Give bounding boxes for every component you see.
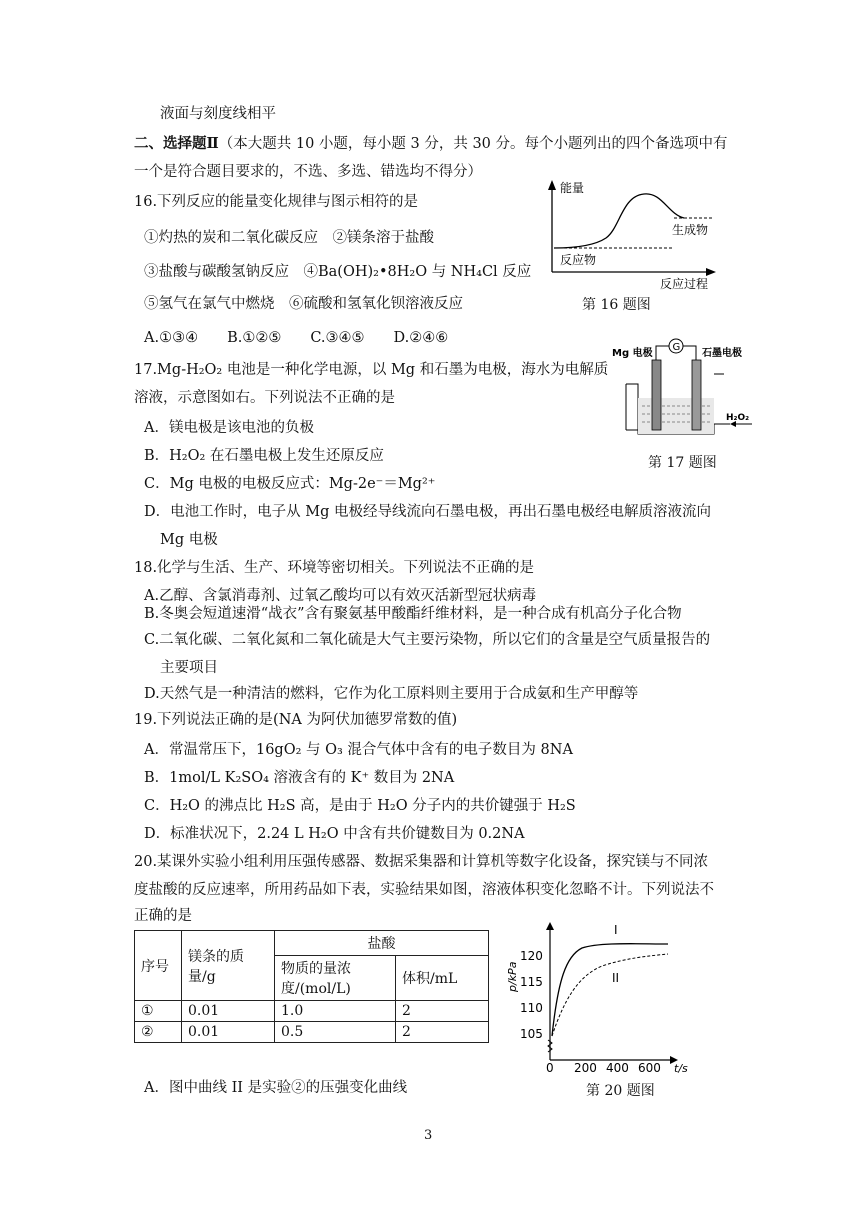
header-volume: 体积/mL <box>396 956 489 1001</box>
x-tick-label: 400 <box>606 1061 629 1075</box>
x-axis-label: t/s <box>674 1062 688 1075</box>
row-concentration: 1.0 <box>275 1001 396 1022</box>
q19-stem: 19.下列说法正确的是(NA 为阿伏加德罗常数的值) <box>134 712 458 728</box>
q17-stem-1: 17.Mg-H₂O₂ 电池是一种化学电源，以 Mg 和石墨为电极，海水为电解质 <box>134 362 609 378</box>
table-header-row <box>135 931 489 956</box>
q16-options: A.①③④ B.①②⑤ C.③④⑤ D.②④⑥ <box>144 330 449 346</box>
y-tick-label: 115 <box>520 975 543 989</box>
q16-items-2: ③盐酸与碳酸氢钠反应 ④Ba(OH)₂•8H₂O 与 NH₄Cl 反应 <box>144 264 532 280</box>
q18-option-c-2: 主要项目 <box>160 660 218 676</box>
row-concentration: 0.5 <box>275 1022 396 1043</box>
y-tick-label: 105 <box>520 1027 543 1041</box>
curve-ii <box>552 954 668 1036</box>
figure-20-caption: 第 20 题图 <box>586 1083 655 1099</box>
y-axis-label: p/kPa <box>506 961 519 992</box>
energy-diagram-svg <box>544 176 724 296</box>
table-row <box>135 1001 489 1022</box>
pressure-chart-svg <box>508 920 704 1076</box>
curve-i-label: I <box>614 923 618 937</box>
page-number: 3 <box>424 1128 433 1143</box>
curve-i <box>552 944 668 1036</box>
q17-option-d-1: D．电池工作时，电子从 Mg 电极经导线流向石墨电极，再出石墨电极经电解质溶液流向 <box>144 504 711 520</box>
header-no: 序号 <box>135 931 182 1001</box>
progress-axis-arrow <box>706 268 716 276</box>
q17-stem-2: 溶液，示意图如右。下列说法不正确的是 <box>134 390 395 406</box>
reactant-label: 反应物 <box>560 253 597 267</box>
q18-stem: 18.化学与生活、生产、环境等密切相关。下列说法不正确的是 <box>134 560 535 576</box>
x-tick-label: 0 <box>546 1061 554 1075</box>
h2o2-inlet-label: H₂O₂ <box>726 413 750 423</box>
galvanometer-label: G <box>672 342 681 353</box>
x-tick-label: 600 <box>638 1061 661 1075</box>
graphite-electrode <box>692 360 701 430</box>
x-ticks <box>546 1061 661 1075</box>
electrolyte-solution <box>638 398 714 434</box>
header-acid: 盐酸 <box>275 931 489 956</box>
section-instructions: （本大题共 10 小题，每小题 3 分，共 30 分。每个小题列出的四个备选项中有 <box>218 136 728 152</box>
q16-items-1: ①灼热的炭和二氧化碳反应 ②镁条溶于盐酸 <box>144 230 434 246</box>
q18-option-b: B.冬奥会短道速滑“战衣”含有聚氨基甲酸酯纤维材料，是一种合成有机高分子化合物 <box>144 606 682 622</box>
y-tick-label: 110 <box>520 1001 543 1015</box>
text-line: 液面与刻度线相平 <box>160 106 276 122</box>
q20-stem-3: 正确的是 <box>134 908 192 924</box>
header-concentration: 物质的量浓度/(mol/L) <box>275 956 396 1001</box>
figure-17-battery-diagram <box>608 334 758 444</box>
q19-option-a: A．常温常压下，16gO₂ 与 O₃ 混合气体中含有的电子数目为 8NA <box>144 742 573 758</box>
row-mass: 0.01 <box>182 1001 275 1022</box>
section-heading <box>134 134 728 154</box>
q18-option-d: D.天然气是一种清洁的燃料，它作为化工原料则主要用于合成氨和生产甲醇等 <box>144 686 639 702</box>
energy-curve <box>554 194 684 248</box>
q16-items-3: ⑤氢气在氯气中燃烧 ⑥硫酸和氢氧化钡溶液反应 <box>144 296 463 312</box>
row-mass: 0.01 <box>182 1022 275 1043</box>
q19-option-d: D．标准状况下，2.24 L H₂O 中含有共价键数目为 0.2NA <box>144 826 525 842</box>
q17-option-a: A．镁电极是该电池的负极 <box>144 420 314 436</box>
mg-electrode-label: Mg 电极 <box>612 348 653 359</box>
q20-option-a: A．图中曲线 II 是实验②的压强变化曲线 <box>144 1080 408 1096</box>
figure-16-energy-diagram <box>544 176 724 296</box>
mg-electrode <box>652 360 661 430</box>
curve-ii-label: II <box>612 971 620 985</box>
q18-option-c-1: C.二氧化碳、二氧化氮和二氧化硫是大气主要污染物，所以它们的含量是空气质量报告的 <box>144 632 711 648</box>
wire-left <box>656 346 669 360</box>
row-volume: 2 <box>396 1001 489 1022</box>
q19-option-b: B．1mol/L K₂SO₄ 溶液含有的 K⁺ 数目为 2NA <box>144 770 455 786</box>
energy-axis-arrow <box>548 180 556 190</box>
q17-option-c: C．Mg 电极的电极反应式：Mg-2e⁻＝Mg²⁺ <box>144 476 436 492</box>
header-mass: 镁条的质量/g <box>182 931 275 1001</box>
y-axis-arrow <box>546 922 554 930</box>
figure-20-pressure-chart <box>508 920 704 1076</box>
q20-stem-1: 20.某课外实验小组利用压强传感器、数据采集器和计算机等数字化设备，探究镁与不同浓 <box>134 854 709 870</box>
wire-right <box>683 346 696 360</box>
row-volume: 2 <box>396 1022 489 1043</box>
figure-17-caption: 第 17 题图 <box>648 455 717 471</box>
q20-reagent-table <box>134 930 489 1043</box>
row-no: ② <box>135 1022 182 1043</box>
section-title: 二、选择题Ⅱ <box>134 135 219 152</box>
x-tick-label: 200 <box>574 1061 597 1075</box>
q20-stem-2: 度盐酸的反应速率，所用药品如下表，实验结果如图，溶液体积变化忽略不计。下列说法不 <box>134 882 714 898</box>
section-instructions-2: 一个是符合题目要求的，不选、多选、错选均不得分） <box>134 164 482 180</box>
row-no: ① <box>135 1001 182 1022</box>
q16-stem: 16.下列反应的能量变化规律与图示相符的是 <box>134 194 419 210</box>
y-tick-label: 120 <box>520 949 543 963</box>
graphite-electrode-label: 石墨电极 <box>702 348 742 359</box>
product-label: 生成物 <box>672 223 709 237</box>
progress-axis-label: 反应过程 <box>660 277 709 291</box>
q17-option-d-2: Mg 电极 <box>160 532 218 548</box>
q18-option-a: A.乙醇、含氯消毒剂、过氧乙酸均可以有效灭活新型冠状病毒 <box>144 588 537 604</box>
figure-16-caption: 第 16 题图 <box>582 297 651 313</box>
q19-option-c: C．H₂O 的沸点比 H₂S 高，是由于 H₂O 分子内的共价键强于 H₂S <box>144 798 576 814</box>
battery-diagram-svg <box>608 334 758 444</box>
q17-option-b: B．H₂O₂ 在石墨电极上发生还原反应 <box>144 448 384 464</box>
table-row <box>135 1022 489 1043</box>
y-ticks <box>520 949 543 1041</box>
energy-axis-label: 能量 <box>560 181 585 195</box>
